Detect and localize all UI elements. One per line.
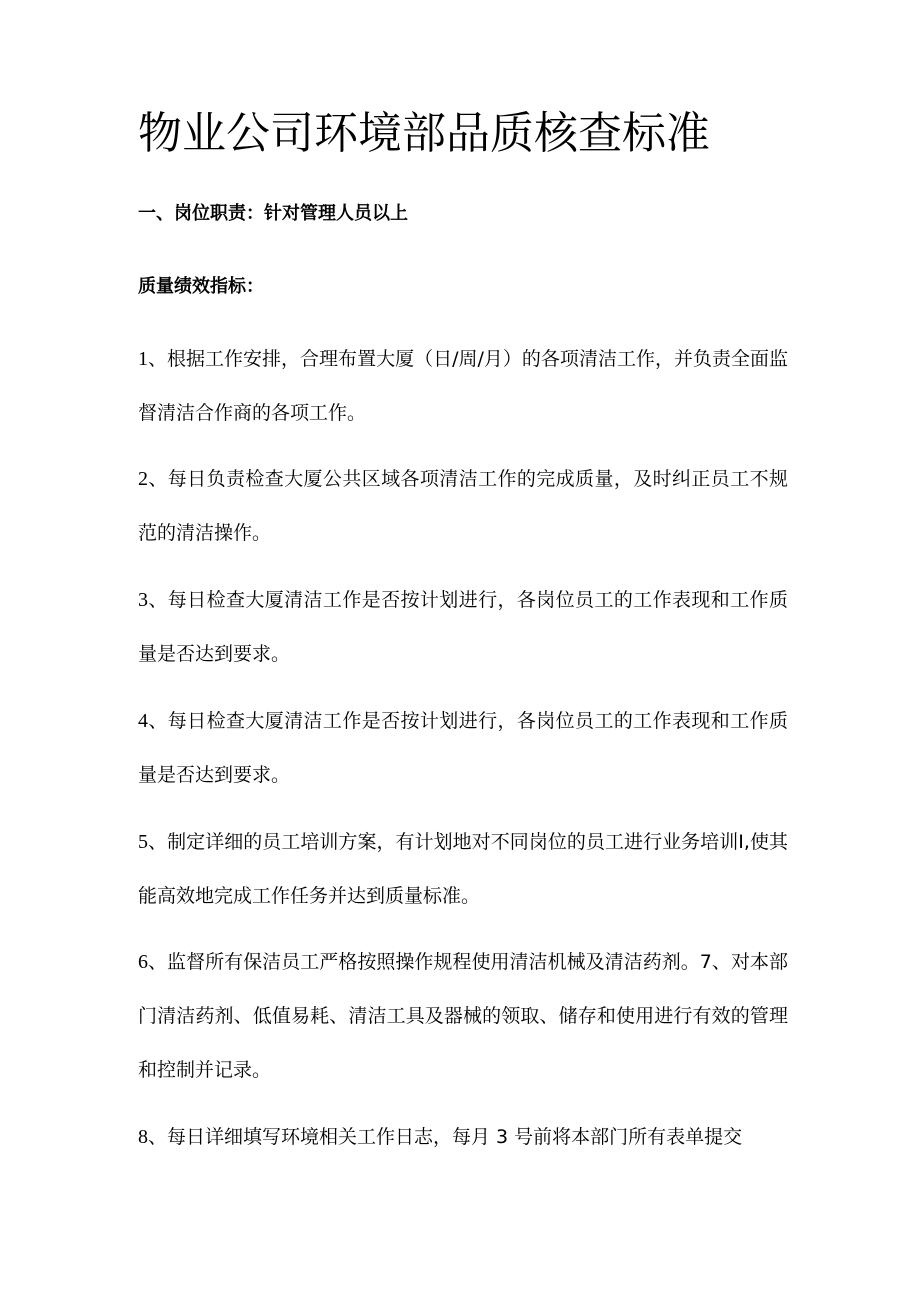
item-number: 5: [138, 831, 148, 853]
document-title: 物业公司环境部品质核查标准: [138, 108, 710, 159]
list-item: [138, 1110, 788, 1164]
item-number: 8: [138, 1126, 148, 1148]
list-item: [138, 935, 788, 1097]
list-item: [138, 452, 788, 560]
item-number: 3: [138, 589, 148, 611]
item-number: 2: [138, 468, 148, 490]
list-item: [138, 573, 788, 681]
item-text: 、每日检查大厦清洁工作是否按计划进行，各岗位员工的工作表现和工作质量是否达到要求。: [138, 710, 788, 786]
list-item: [138, 332, 788, 440]
item-number: 6: [138, 951, 148, 973]
section-heading: 一、岗位职责：针对管理人员以上: [138, 203, 408, 224]
subheading: 质量绩效指标：: [138, 276, 264, 297]
item-text: 、监督所有保洁员工严格按照操作规程使用清洁机械及清洁药剂。7、对本部门清洁药剂、低值易耗、清洁工具及器械的领取、储存和使用进行有效的管理和控制并记录。: [138, 951, 788, 1081]
item-number: 4: [138, 710, 148, 732]
item-text: 、每日检查大厦清洁工作是否按计划进行，各岗位员工的工作表现和工作质量是否达到要求。: [138, 589, 788, 665]
item-text: 、每日负责检查大厦公共区域各项清洁工作的完成质量，及时纠正员工不规范的清洁操作。: [138, 468, 788, 544]
item-text: 、制定详细的员工培训方案，有计划地对不同岗位的员工进行业务培训I,使其能高效地完成工作任务并达到质量标准。: [138, 831, 788, 907]
item-number: 1: [138, 348, 148, 370]
item-text: 、根据工作安排，合理布置大厦（日/周/月）的各项清洁工作，并负责全面监督清洁合作商的各项工作。: [138, 348, 788, 424]
list-item: [138, 694, 788, 802]
list-item: [138, 815, 788, 923]
item-text: 、每日详细填写环境相关工作日志，每月 3 号前将本部门所有表单提交: [148, 1126, 743, 1148]
